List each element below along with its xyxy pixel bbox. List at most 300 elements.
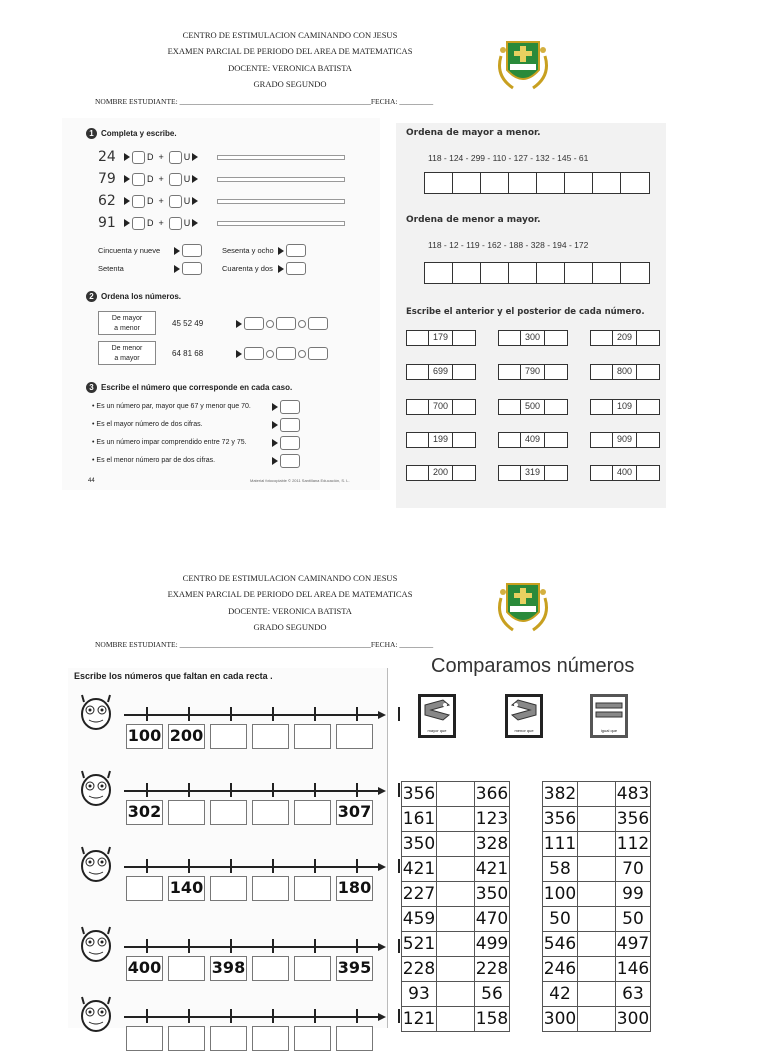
arrow-head-icon <box>378 1013 386 1021</box>
arrow-head-icon <box>378 787 386 795</box>
compare-row <box>543 832 651 857</box>
comparison-cell[interactable] <box>578 782 616 807</box>
tick-mark <box>230 939 232 953</box>
tick-mark <box>314 859 316 873</box>
equal-card <box>590 694 628 738</box>
tick-mark <box>188 783 190 797</box>
after-input[interactable] <box>453 365 475 379</box>
right-number: 50 <box>616 907 651 932</box>
number-line-box[interactable] <box>168 1026 205 1051</box>
answer-box[interactable] <box>276 317 296 330</box>
left-number: 300 <box>543 1007 578 1032</box>
answer-line[interactable] <box>217 221 345 226</box>
tick-mark <box>272 859 274 873</box>
tick-mark <box>230 707 232 721</box>
comparison-cell[interactable] <box>578 857 616 882</box>
after-input[interactable] <box>453 331 475 345</box>
comparison-cell[interactable] <box>437 982 475 1007</box>
right-number: 99 <box>616 882 651 907</box>
arrow-icon <box>124 175 130 183</box>
comparison-cell[interactable] <box>578 957 616 982</box>
compare-row <box>402 957 510 982</box>
compare-row <box>402 1007 510 1032</box>
number-line-box: 140 <box>168 876 205 901</box>
number-lines-title: Escribe los números que faltan en cada recta . <box>74 671 273 681</box>
number-box[interactable] <box>286 262 306 275</box>
card-label: mayor que <box>427 728 447 733</box>
left-number: 42 <box>543 982 578 1007</box>
order-label-box <box>98 311 156 335</box>
word-row <box>98 262 202 275</box>
before-input[interactable] <box>407 400 429 414</box>
arrow-icon <box>124 197 130 205</box>
left-number: 382 <box>543 782 578 807</box>
neighbor-box <box>590 465 660 481</box>
section-1-number: 1 <box>86 128 97 139</box>
u-label: U <box>183 152 191 162</box>
after-input[interactable] <box>453 466 475 480</box>
order-answer <box>236 347 328 360</box>
answer-box[interactable] <box>308 347 328 360</box>
left-number: 246 <box>543 957 578 982</box>
d-label: D <box>147 218 154 228</box>
arrow-icon <box>192 175 198 183</box>
d-label: D <box>147 196 154 206</box>
monster-icon <box>76 994 116 1036</box>
before-input[interactable] <box>499 365 521 379</box>
number-line-box[interactable] <box>210 876 247 901</box>
number-line-box: 200 <box>168 724 205 749</box>
right-number: 112 <box>616 832 651 857</box>
tick-mark <box>356 939 358 953</box>
given-number: 790 <box>521 365 544 379</box>
arrow-icon <box>236 350 242 358</box>
given-number: 409 <box>521 433 544 447</box>
comparison-cell[interactable] <box>578 882 616 907</box>
section-1-title <box>86 128 177 139</box>
word-row <box>222 262 306 275</box>
number-line-box[interactable] <box>294 1026 331 1051</box>
comparison-cell[interactable] <box>437 857 475 882</box>
plus-sign: + <box>158 174 164 184</box>
left-number: 421 <box>402 857 437 882</box>
before-input[interactable] <box>407 466 429 480</box>
exam-title: EXAMEN PARCIAL DE PERIODO DEL AREA DE MATEMATICAS <box>167 589 413 599</box>
left-number: 459 <box>402 907 437 932</box>
tick-mark <box>356 859 358 873</box>
number-line-box[interactable] <box>252 956 289 981</box>
plus-sign: + <box>158 152 164 162</box>
after-input[interactable] <box>637 400 659 414</box>
comparison-cell[interactable] <box>578 832 616 857</box>
before-input[interactable] <box>499 433 521 447</box>
left-number: 356 <box>402 782 437 807</box>
number-line-box[interactable] <box>168 956 205 981</box>
order-asc-boxes[interactable] <box>424 262 650 284</box>
right-number: 499 <box>475 932 510 957</box>
number-line-box[interactable] <box>294 956 331 981</box>
after-input[interactable] <box>637 331 659 345</box>
compare-row <box>402 832 510 857</box>
d-label: D <box>147 174 154 184</box>
given-number: 500 <box>521 400 544 414</box>
tick-mark <box>398 783 400 797</box>
comparison-cell[interactable] <box>437 782 475 807</box>
order-asc-numbers: 118 - 12 - 119 - 162 - 188 - 328 - 194 - 172 <box>428 240 589 250</box>
before-input[interactable] <box>407 433 429 447</box>
number-line-box[interactable] <box>336 1026 373 1051</box>
comparison-cell[interactable] <box>437 907 475 932</box>
number-line-box[interactable] <box>294 724 331 749</box>
left-number: 161 <box>402 807 437 832</box>
order-numbers: 45 52 49 <box>172 319 204 328</box>
number-line-box[interactable] <box>252 724 289 749</box>
number-line-box[interactable] <box>210 1026 247 1051</box>
right-number: 146 <box>616 957 651 982</box>
answer-line[interactable] <box>217 177 345 182</box>
neighbors-title: Escribe el anterior y el posterior de cada número. <box>406 307 645 317</box>
teacher-name: DOCENTE: VERONICA BATISTA <box>228 63 352 73</box>
before-input[interactable] <box>499 331 521 345</box>
neighbor-box <box>498 432 568 448</box>
s3-item: • Es el mayor número de dos cifras. <box>92 421 203 428</box>
arrow-icon <box>124 153 130 161</box>
s1-number: 79 <box>98 171 116 187</box>
right-number: 70 <box>616 857 651 882</box>
tick-mark <box>146 783 148 797</box>
right-number: 421 <box>475 857 510 882</box>
right-number: 356 <box>616 807 651 832</box>
tick-mark <box>314 939 316 953</box>
after-input[interactable] <box>637 433 659 447</box>
section-3-title <box>86 382 292 393</box>
tens-box[interactable] <box>132 151 145 164</box>
tick-mark <box>398 1009 400 1023</box>
given-number: 800 <box>613 365 636 379</box>
u-label: U <box>183 196 191 206</box>
answer-box[interactable] <box>308 317 328 330</box>
compare-circle[interactable] <box>298 350 306 358</box>
neighbor-box <box>498 330 568 346</box>
copyright-footer: Material fotocopiable © 2011 Santillana Educación, S. L. <box>250 478 350 483</box>
comparison-cell[interactable] <box>437 1007 475 1032</box>
compare-row <box>543 932 651 957</box>
neighbor-box <box>590 399 660 415</box>
tick-mark <box>146 859 148 873</box>
section-3-number: 3 <box>86 382 97 393</box>
number-line-box[interactable] <box>336 724 373 749</box>
tick-mark <box>398 859 400 873</box>
s3-item: • Es un número par, mayor que 67 y menor que 70. <box>92 403 251 410</box>
number-line <box>124 790 378 792</box>
order-desc-title: Ordena de mayor a menor. <box>406 128 541 138</box>
answer-box[interactable] <box>244 347 264 360</box>
answer-line[interactable] <box>217 155 345 160</box>
s1-row <box>98 215 198 231</box>
comparison-cell[interactable] <box>437 957 475 982</box>
right-number: 56 <box>475 982 510 1007</box>
after-input[interactable] <box>637 365 659 379</box>
units-box[interactable] <box>169 173 182 186</box>
given-number: 400 <box>613 466 636 480</box>
comparison-cell[interactable] <box>437 882 475 907</box>
section-2-label: Ordena los números. <box>101 292 182 301</box>
student-name-line: NOMBRE ESTUDIANTE: ___________________________________________________FECHA: _________ <box>95 640 434 649</box>
neighbor-box <box>498 465 568 481</box>
arrow-icon <box>236 320 242 328</box>
number-box[interactable] <box>286 244 306 257</box>
after-input[interactable] <box>545 433 567 447</box>
number-line-box: 398 <box>210 956 247 981</box>
order-label-line: De mayor <box>111 315 143 322</box>
number-line <box>124 946 378 948</box>
left-number: 227 <box>402 882 437 907</box>
comparison-cell[interactable] <box>578 907 616 932</box>
answer-line[interactable] <box>217 199 345 204</box>
compare-row <box>402 982 510 1007</box>
monster-icon <box>76 768 116 810</box>
before-input[interactable] <box>407 331 429 345</box>
greater-than-card <box>418 694 456 738</box>
s1-number: 24 <box>98 149 116 165</box>
left-number: 100 <box>543 882 578 907</box>
school-crest-logo <box>493 36 553 94</box>
tick-mark <box>146 1009 148 1023</box>
answer-box[interactable] <box>244 317 264 330</box>
answer-box[interactable] <box>280 436 300 450</box>
arrow-icon <box>124 219 130 227</box>
left-number: 58 <box>543 857 578 882</box>
tick-mark <box>188 859 190 873</box>
right-number: 470 <box>475 907 510 932</box>
given-number: 200 <box>429 466 452 480</box>
neighbor-box <box>590 432 660 448</box>
monster-icon <box>76 844 116 886</box>
before-input[interactable] <box>591 365 613 379</box>
order-desc-boxes[interactable] <box>424 172 650 194</box>
left-number: 121 <box>402 1007 437 1032</box>
before-input[interactable] <box>407 365 429 379</box>
comparison-cell[interactable] <box>578 807 616 832</box>
tens-box[interactable] <box>132 217 145 230</box>
comparison-cell[interactable] <box>437 932 475 957</box>
compare-row <box>402 907 510 932</box>
tick-mark <box>272 1009 274 1023</box>
neighbor-box <box>406 399 476 415</box>
word-label: Cincuenta y nueve <box>98 246 161 255</box>
after-input[interactable] <box>453 400 475 414</box>
left-number: 350 <box>402 832 437 857</box>
compare-circle[interactable] <box>266 320 274 328</box>
answer-box[interactable] <box>280 418 300 432</box>
after-input[interactable] <box>453 433 475 447</box>
answer-box[interactable] <box>280 400 300 414</box>
s3-item: • Es el menor número par de dos cifras. <box>92 457 216 464</box>
comparison-cell[interactable] <box>437 832 475 857</box>
s3-answer <box>272 400 300 414</box>
left-number: 356 <box>543 807 578 832</box>
school-crest-logo <box>493 578 553 636</box>
school-name: CENTRO DE ESTIMULACION CAMINANDO CON JESUS <box>182 30 398 40</box>
word-label: Cuarenta y dos <box>222 264 273 273</box>
given-number: 700 <box>429 400 452 414</box>
comparison-cell[interactable] <box>578 1007 616 1032</box>
number-line-box[interactable] <box>252 1026 289 1051</box>
s1-row <box>98 171 198 187</box>
after-input[interactable] <box>637 466 659 480</box>
left-number: 50 <box>543 907 578 932</box>
arrow-icon <box>192 197 198 205</box>
number-line-box[interactable] <box>294 876 331 901</box>
number-line-box[interactable] <box>252 876 289 901</box>
student-name-line: NOMBRE ESTUDIANTE: ___________________________________________________FECHA: _________ <box>95 97 434 106</box>
teacher-name: DOCENTE: VERONICA BATISTA <box>228 606 352 616</box>
compare-table-left <box>401 781 510 1032</box>
number-line-box: 400 <box>126 956 163 981</box>
section-1-label: Completa y escribe. <box>101 129 177 138</box>
right-number: 123 <box>475 807 510 832</box>
tick-mark <box>314 707 316 721</box>
comparison-cell[interactable] <box>437 807 475 832</box>
number-line-box: 100 <box>126 724 163 749</box>
compare-row <box>402 932 510 957</box>
d-label: D <box>147 152 154 162</box>
number-lines-panel <box>68 668 388 1028</box>
given-number: 109 <box>613 400 636 414</box>
given-number: 209 <box>613 331 636 345</box>
left-number: 228 <box>402 957 437 982</box>
left-number: 93 <box>402 982 437 1007</box>
arrow-head-icon <box>378 863 386 871</box>
number-line-box: 307 <box>336 800 373 825</box>
arrow-icon <box>174 247 180 255</box>
left-number: 546 <box>543 932 578 957</box>
tick-mark <box>398 707 400 721</box>
units-box[interactable] <box>169 217 182 230</box>
section-3-label: Escribe el número que corresponde en cada caso. <box>101 383 293 392</box>
tick-mark <box>356 707 358 721</box>
before-input[interactable] <box>499 400 521 414</box>
answer-box[interactable] <box>280 454 300 468</box>
compare-row <box>543 957 651 982</box>
number-line <box>124 1016 378 1018</box>
compare-table-right <box>542 781 651 1032</box>
section-2-number: 2 <box>86 291 97 302</box>
number-line-box[interactable] <box>126 1026 163 1051</box>
tick-mark <box>398 939 400 953</box>
number-line-box[interactable] <box>252 800 289 825</box>
right-number: 328 <box>475 832 510 857</box>
tens-box[interactable] <box>132 195 145 208</box>
after-input[interactable] <box>545 400 567 414</box>
compare-row <box>543 982 651 1007</box>
school-name: CENTRO DE ESTIMULACION CAMINANDO CON JESUS <box>182 573 398 583</box>
units-box[interactable] <box>169 195 182 208</box>
word-label: Setenta <box>98 264 124 273</box>
word-row <box>98 244 202 257</box>
tick-mark <box>272 783 274 797</box>
order-answer <box>236 317 328 330</box>
compare-row <box>402 782 510 807</box>
neighbor-box <box>406 465 476 481</box>
arrow-icon <box>192 153 198 161</box>
compare-row <box>543 907 651 932</box>
neighbor-box <box>590 364 660 380</box>
s1-row <box>98 149 198 165</box>
right-number: 366 <box>475 782 510 807</box>
units-box[interactable] <box>169 151 182 164</box>
comparison-cell[interactable] <box>578 982 616 1007</box>
arrow-icon <box>174 265 180 273</box>
compare-row <box>543 857 651 882</box>
number-line-box[interactable] <box>126 876 163 901</box>
tens-box[interactable] <box>132 173 145 186</box>
neighbor-box <box>406 364 476 380</box>
before-input[interactable] <box>591 466 613 480</box>
grade: GRADO SEGUNDO <box>253 622 327 632</box>
s1-number: 91 <box>98 215 116 231</box>
right-number: 158 <box>475 1007 510 1032</box>
tick-mark <box>356 783 358 797</box>
tick-mark <box>356 1009 358 1023</box>
given-number: 909 <box>613 433 636 447</box>
before-input[interactable] <box>591 331 613 345</box>
number-box[interactable] <box>182 262 202 275</box>
tick-mark <box>272 707 274 721</box>
tick-mark <box>272 939 274 953</box>
before-input[interactable] <box>591 400 613 414</box>
tick-mark <box>188 1009 190 1023</box>
compare-circle[interactable] <box>266 350 274 358</box>
right-number: 228 <box>475 957 510 982</box>
tick-mark <box>314 1009 316 1023</box>
tick-mark <box>230 859 232 873</box>
order-label-line: a mayor <box>114 355 140 362</box>
order-numbers: 64 81 68 <box>172 349 204 358</box>
after-input[interactable] <box>545 365 567 379</box>
given-number: 699 <box>429 365 452 379</box>
before-input[interactable] <box>499 466 521 480</box>
u-label: U <box>183 218 191 228</box>
worksheet-right-p1 <box>396 123 666 508</box>
number-line-box[interactable] <box>210 724 247 749</box>
monster-icon <box>76 692 116 734</box>
after-input[interactable] <box>545 331 567 345</box>
answer-box[interactable] <box>276 347 296 360</box>
order-asc-title: Ordena de menor a mayor. <box>406 215 541 225</box>
before-input[interactable] <box>591 433 613 447</box>
comparison-cell[interactable] <box>578 932 616 957</box>
number-box[interactable] <box>182 244 202 257</box>
right-number: 300 <box>616 1007 651 1032</box>
tick-mark <box>188 707 190 721</box>
number-line-box[interactable] <box>210 800 247 825</box>
neighbor-box <box>590 330 660 346</box>
less-than-card <box>505 694 543 738</box>
number-line-box[interactable] <box>168 800 205 825</box>
arrow-icon <box>272 439 278 447</box>
compare-circle[interactable] <box>298 320 306 328</box>
after-input[interactable] <box>545 466 567 480</box>
number-line-box[interactable] <box>294 800 331 825</box>
number-line-box: 395 <box>336 956 373 981</box>
right-number: 350 <box>475 882 510 907</box>
crocodile-less-icon <box>508 697 540 723</box>
right-number: 497 <box>616 932 651 957</box>
given-number: 179 <box>429 331 452 345</box>
neighbor-box <box>498 399 568 415</box>
neighbor-box <box>498 364 568 380</box>
